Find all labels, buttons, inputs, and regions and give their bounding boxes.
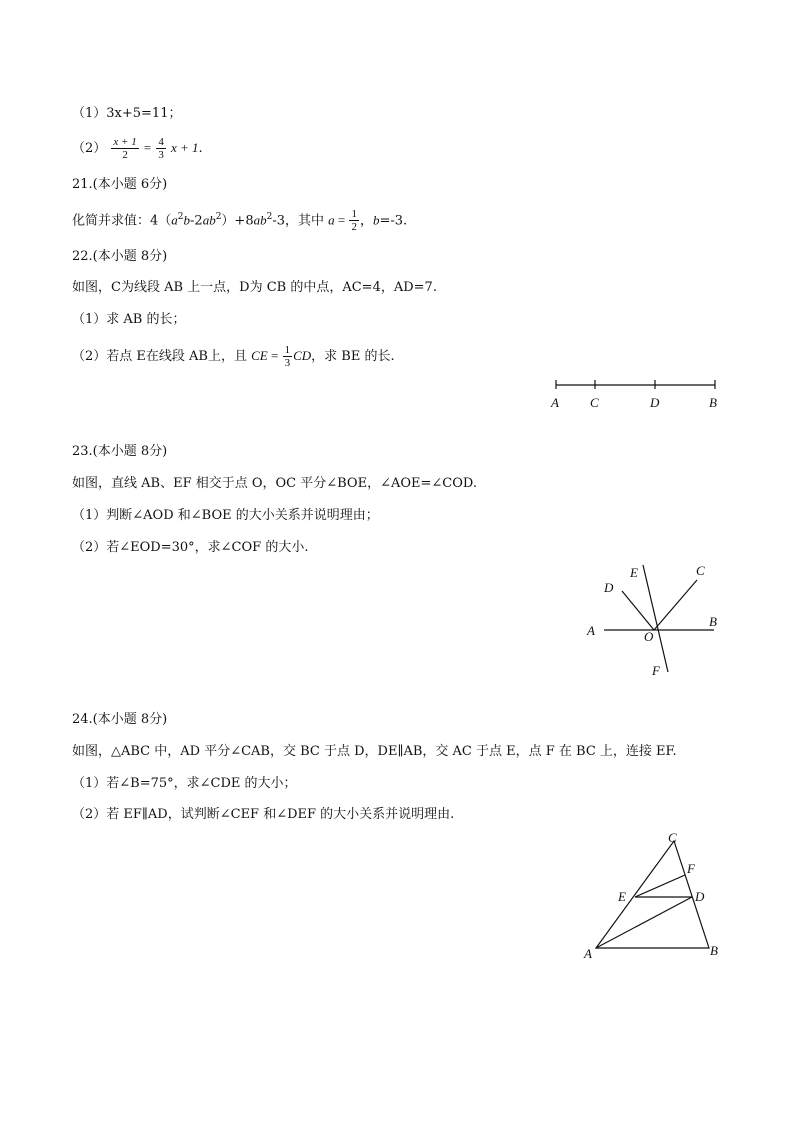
label-c: C bbox=[696, 563, 705, 578]
q21-problem bbox=[72, 208, 407, 233]
q21-frac-den: 2 bbox=[351, 221, 357, 234]
q20-fraction-left bbox=[111, 136, 138, 161]
q23-part2: （2）若∠EOD=30°，求∠COF 的大小. bbox=[72, 540, 309, 555]
triangle-abc bbox=[596, 841, 709, 948]
label-b: B bbox=[710, 943, 718, 958]
q23-angle-figure bbox=[580, 555, 730, 685]
label-f: F bbox=[687, 861, 695, 876]
q21-text-e: =-3. bbox=[379, 213, 408, 229]
q23-intro: 如图，直线 AB、EF 相交于点 O，OC 平分∠BOE，∠AOE=∠COD. bbox=[72, 476, 477, 491]
q20-frac-left-num: x + 1 bbox=[113, 136, 137, 148]
q21-var-ab2: ab bbox=[253, 212, 267, 228]
q22-part2-a: （2）若点 E在线段 AB上，且 bbox=[72, 349, 247, 364]
ray-od bbox=[622, 591, 654, 630]
label-e: E bbox=[630, 565, 638, 580]
q21-var-b: b bbox=[183, 212, 191, 228]
ray-oc bbox=[654, 580, 697, 630]
q23-part1: （1）判断∠AOD 和∠BOE 的大小关系并说明理由； bbox=[72, 508, 379, 523]
q20-part2-label: （2） bbox=[72, 141, 107, 156]
q20-frac-right-den: 3 bbox=[158, 149, 164, 161]
q24-part1: （1）若∠B=75°，求∠CDE 的大小； bbox=[72, 776, 297, 791]
q20-part1: （1）3x+5=11； bbox=[72, 106, 182, 121]
q21-var-a: a bbox=[171, 212, 178, 228]
q21-b-var: b bbox=[373, 212, 380, 228]
q20-part2 bbox=[72, 136, 203, 161]
q21-sup: 2 bbox=[177, 212, 184, 222]
label-a: A bbox=[587, 623, 595, 638]
q21-text-c: -3，其中 bbox=[272, 213, 324, 229]
q20-frac-right-num: 4 bbox=[158, 136, 164, 148]
label-c: C bbox=[590, 395, 599, 410]
label-b: B bbox=[709, 395, 717, 410]
q21-fraction bbox=[349, 208, 359, 233]
q22-part1: （1）求 AB 的长； bbox=[72, 312, 186, 327]
q21-sup: 2 bbox=[215, 212, 222, 222]
label-d: D bbox=[650, 395, 660, 410]
q21-sup: 2 bbox=[266, 212, 273, 222]
q22-frac-den: 3 bbox=[284, 357, 291, 369]
q23-header: 23.(本小题 8分) bbox=[72, 444, 168, 459]
q22-eq: = bbox=[267, 348, 282, 363]
q22-segment-figure bbox=[545, 375, 725, 415]
q20-frac-left-den: 2 bbox=[122, 149, 128, 161]
label-o: O bbox=[644, 629, 654, 644]
q21-a-var: a bbox=[328, 212, 335, 228]
q21-minus: -2 bbox=[190, 213, 203, 229]
label-c: C bbox=[668, 830, 677, 845]
q20-equals: = bbox=[143, 140, 152, 155]
q21-text-d: ， bbox=[359, 213, 373, 229]
q20-fraction-right bbox=[156, 136, 166, 161]
q24-intro: 如图，△ABC 中，AD 平分∠CAB，交 BC 于点 D，DE∥AB，交 AC 于点 E，点 F 在 BC 上，连接 EF. bbox=[72, 744, 677, 759]
label-a: A bbox=[551, 395, 559, 410]
q21-var-ab: ab bbox=[202, 212, 216, 228]
label-b: B bbox=[709, 614, 717, 629]
q22-header: 22.(本小题 8分) bbox=[72, 249, 168, 264]
q22-part2 bbox=[72, 344, 395, 369]
label-d: D bbox=[604, 580, 614, 595]
q24-triangle-figure bbox=[575, 825, 735, 965]
segment-ad bbox=[596, 897, 692, 948]
q21-text-a: 化简并求值：4（ bbox=[72, 213, 172, 229]
q22-cd: CD bbox=[293, 348, 312, 363]
q22-fraction bbox=[283, 344, 293, 369]
q22-intro: 如图，C为线段 AB 上一点，D为 CB 的中点，AC=4，AD=7. bbox=[72, 280, 437, 295]
q24-part2: （2）若 EF∥AD，试判断∠CEF 和∠DEF 的大小关系并说明理由. bbox=[72, 807, 455, 822]
q20-end: . bbox=[198, 141, 203, 156]
label-a: A bbox=[584, 946, 592, 961]
q20-rest: x + 1 bbox=[171, 140, 199, 155]
q22-frac-num: 1 bbox=[284, 344, 291, 356]
q22-part2-b: ，求 BE 的长. bbox=[311, 349, 395, 364]
q21-text-b: ）+8 bbox=[221, 213, 254, 229]
label-f: F bbox=[652, 663, 660, 678]
q24-header: 24.(本小题 8分) bbox=[72, 712, 168, 727]
segment-ef bbox=[635, 875, 685, 897]
q22-ce: CE bbox=[251, 348, 268, 363]
label-d: D bbox=[695, 889, 705, 904]
q21-header: 21.(本小题 6分) bbox=[72, 177, 168, 192]
q21-eq: = bbox=[334, 212, 349, 228]
q21-frac-num: 1 bbox=[351, 208, 357, 221]
label-e: E bbox=[618, 889, 626, 904]
